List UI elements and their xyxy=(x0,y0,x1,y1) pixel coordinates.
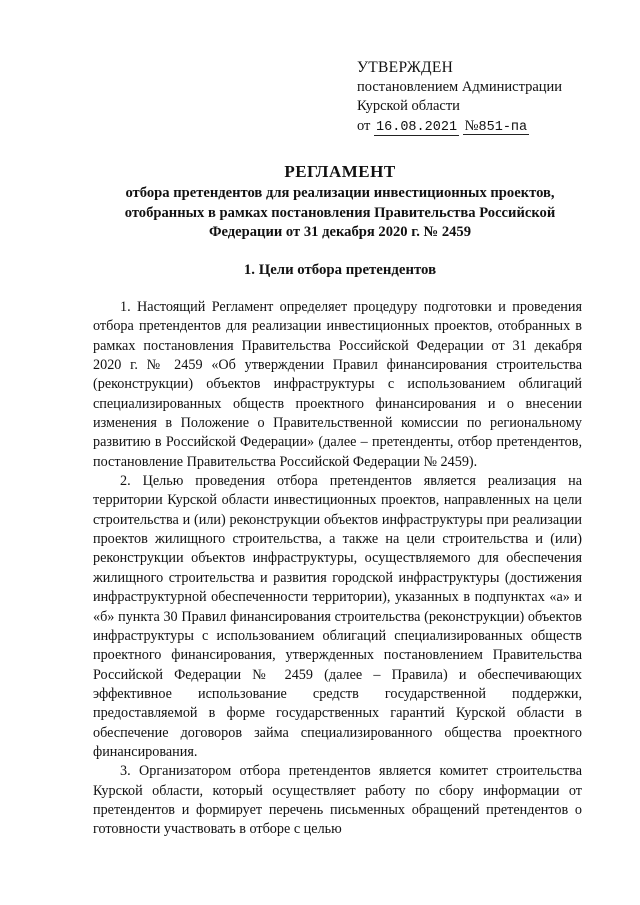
approval-date: 16.08.2021 xyxy=(376,119,458,135)
approval-heading: УТВЕРЖДЕН xyxy=(357,59,454,76)
approval-line-2: Курской области xyxy=(357,98,460,114)
document-title-block xyxy=(80,160,600,243)
document-subtitle-line-1: отбора претендентов для реализации инвестиционных проектов, xyxy=(125,185,555,201)
approval-number: 851-па xyxy=(478,119,528,135)
paragraph-2: 2. Целью проведения отбора претендентов является реализация на территории Курской области инвестиционных проектов, направленных на цели строительства и (или) реконструкции объектов инфраструктуры при реализации проектов жилищного строительства, а также на цели строительства и (или) реконструкции объектов инфраструктуры, осуществляемого для обеспечения жилищного строительства и развития городской инфраструктуры (достижения инфраструктурной обеспеченности территории), указанных в подпунктах «а» и «б» пункта 30 Правил финансирования строительства (реконструкции) объектов инфраструктуры с использованием облигаций специализированных обществ проектного финансирования, утвержденных постановлением Правительства Российской Федерации № 2459 (далее – Правила) и обеспечивающих эффективное использование средств государственной поддержки, предоставляемой в форме государственных гарантий Курской области в обеспечение договоров займа специализированного общества проектного финансирования. xyxy=(93,473,582,760)
approval-stamp xyxy=(357,58,562,137)
paragraph-1: 1. Настоящий Регламент определяет процедуру подготовки и проведения отбора претендентов для реализации инвестиционных проектов, отобранных в рамках постановления Правительства Российской Федерации от 31 декабря 2020 г. № 2459 «Об утверждении Правил финансирования строительства (реконструкции) объектов инфраструктуры с использованием облигаций специализированных обществ проектного финансирования и о внесении изменения в Положение о Правительственной комиссии по региональному развитию в Российской Федерации» (далее – претенденты, отбор претендентов, постановление Правительства Российской Федерации № 2459). xyxy=(93,299,582,470)
document-subtitle-line-2: отобранных в рамках постановления Правительства Российской xyxy=(124,204,556,221)
number-prefix: № xyxy=(464,117,479,134)
date-prefix: от xyxy=(357,117,371,134)
section-heading: 1. Цели отбора претендентов xyxy=(243,262,437,278)
paragraph-3: 3. Организатором отбора претендентов является комитет строительства Курской области, который осуществляет работу по сбору информации от претендентов и формирует перечень письменных обращений претендентов о готовности участвовать в отборе с целью xyxy=(93,763,582,838)
document-subtitle-line-3: Федерации от 31 декабря 2020 г. № 2459 xyxy=(208,224,472,240)
document-title: РЕГЛАМЕНТ xyxy=(284,162,396,181)
approval-date-line xyxy=(357,117,562,138)
document-body xyxy=(93,298,582,840)
approval-number-group xyxy=(463,118,529,135)
approval-line-1: постановлением Администрации xyxy=(357,78,563,95)
